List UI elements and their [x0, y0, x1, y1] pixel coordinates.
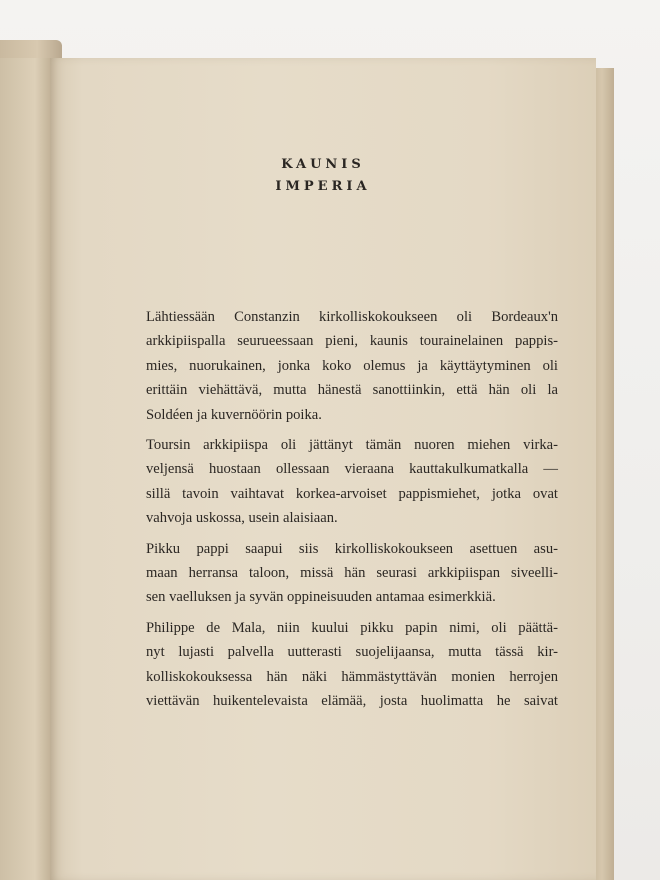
- chapter-title-line-2: IMPERIA: [275, 179, 371, 194]
- text-line: vahvoja uskossa, usein alaisiaan.: [146, 510, 338, 527]
- text-line: Pikku pappi saapui siis kirkolliskokoukseen asettuen asu-: [146, 540, 558, 557]
- text-line: Philippe de Mala, niin kuului pikku papin nimi, oli päättä-: [146, 619, 558, 636]
- body-text: [146, 305, 558, 720]
- text-line: erittäin viehättävä, mutta hänestä sanottiinkin, että hän oli la: [146, 382, 558, 399]
- text-line: sillä tavoin vaihtavat korkea-arvoiset pappismiehet, jotka ovat: [146, 485, 558, 502]
- text-line: maan herransa taloon, missä hän seurasi arkkipiispan siveelli-: [146, 565, 558, 582]
- left-page-edge: [0, 58, 52, 880]
- text-line: Lähtiessään Constanzin kirkolliskokoukseen oli Bordeaux'n: [146, 309, 558, 325]
- chapter-title: [50, 154, 596, 198]
- text-line: arkkipiispalla seurueessaan pieni, kaunis tourainelainen pappis-: [146, 333, 558, 350]
- text-line: Toursin arkkipiispa oli jättänyt tämän nuoren miehen virka-: [146, 437, 558, 454]
- text-line: kolliskokouksessa hän näki hämmästyttävän monien herrojen: [146, 668, 558, 685]
- text-line: nyt lujasti palvella uutterasti suojelijaansa, mutta tässä kir-: [146, 644, 558, 661]
- paragraph-3: [146, 537, 558, 610]
- paragraph-4: [146, 616, 558, 714]
- paragraph-1: [146, 305, 558, 427]
- text-line: sen vaelluksen ja syvän oppineisuuden antamaa esimerkkiä.: [146, 589, 496, 606]
- text-line: mies, nuorukainen, jonka koko olemus ja käyttäytyminen oli: [146, 357, 558, 374]
- chapter-title-line-1: KAUNIS: [281, 157, 365, 172]
- text-line: Soldéen ja kuvernöörin poika.: [146, 406, 322, 423]
- paragraph-2: [146, 433, 558, 531]
- text-line: veljensä huostaan ollessaan vieraana kauttakulkumatkalla —: [146, 461, 558, 478]
- text-line: viettävän huikentelevaista elämää, josta huolimatta he saivat: [146, 693, 558, 710]
